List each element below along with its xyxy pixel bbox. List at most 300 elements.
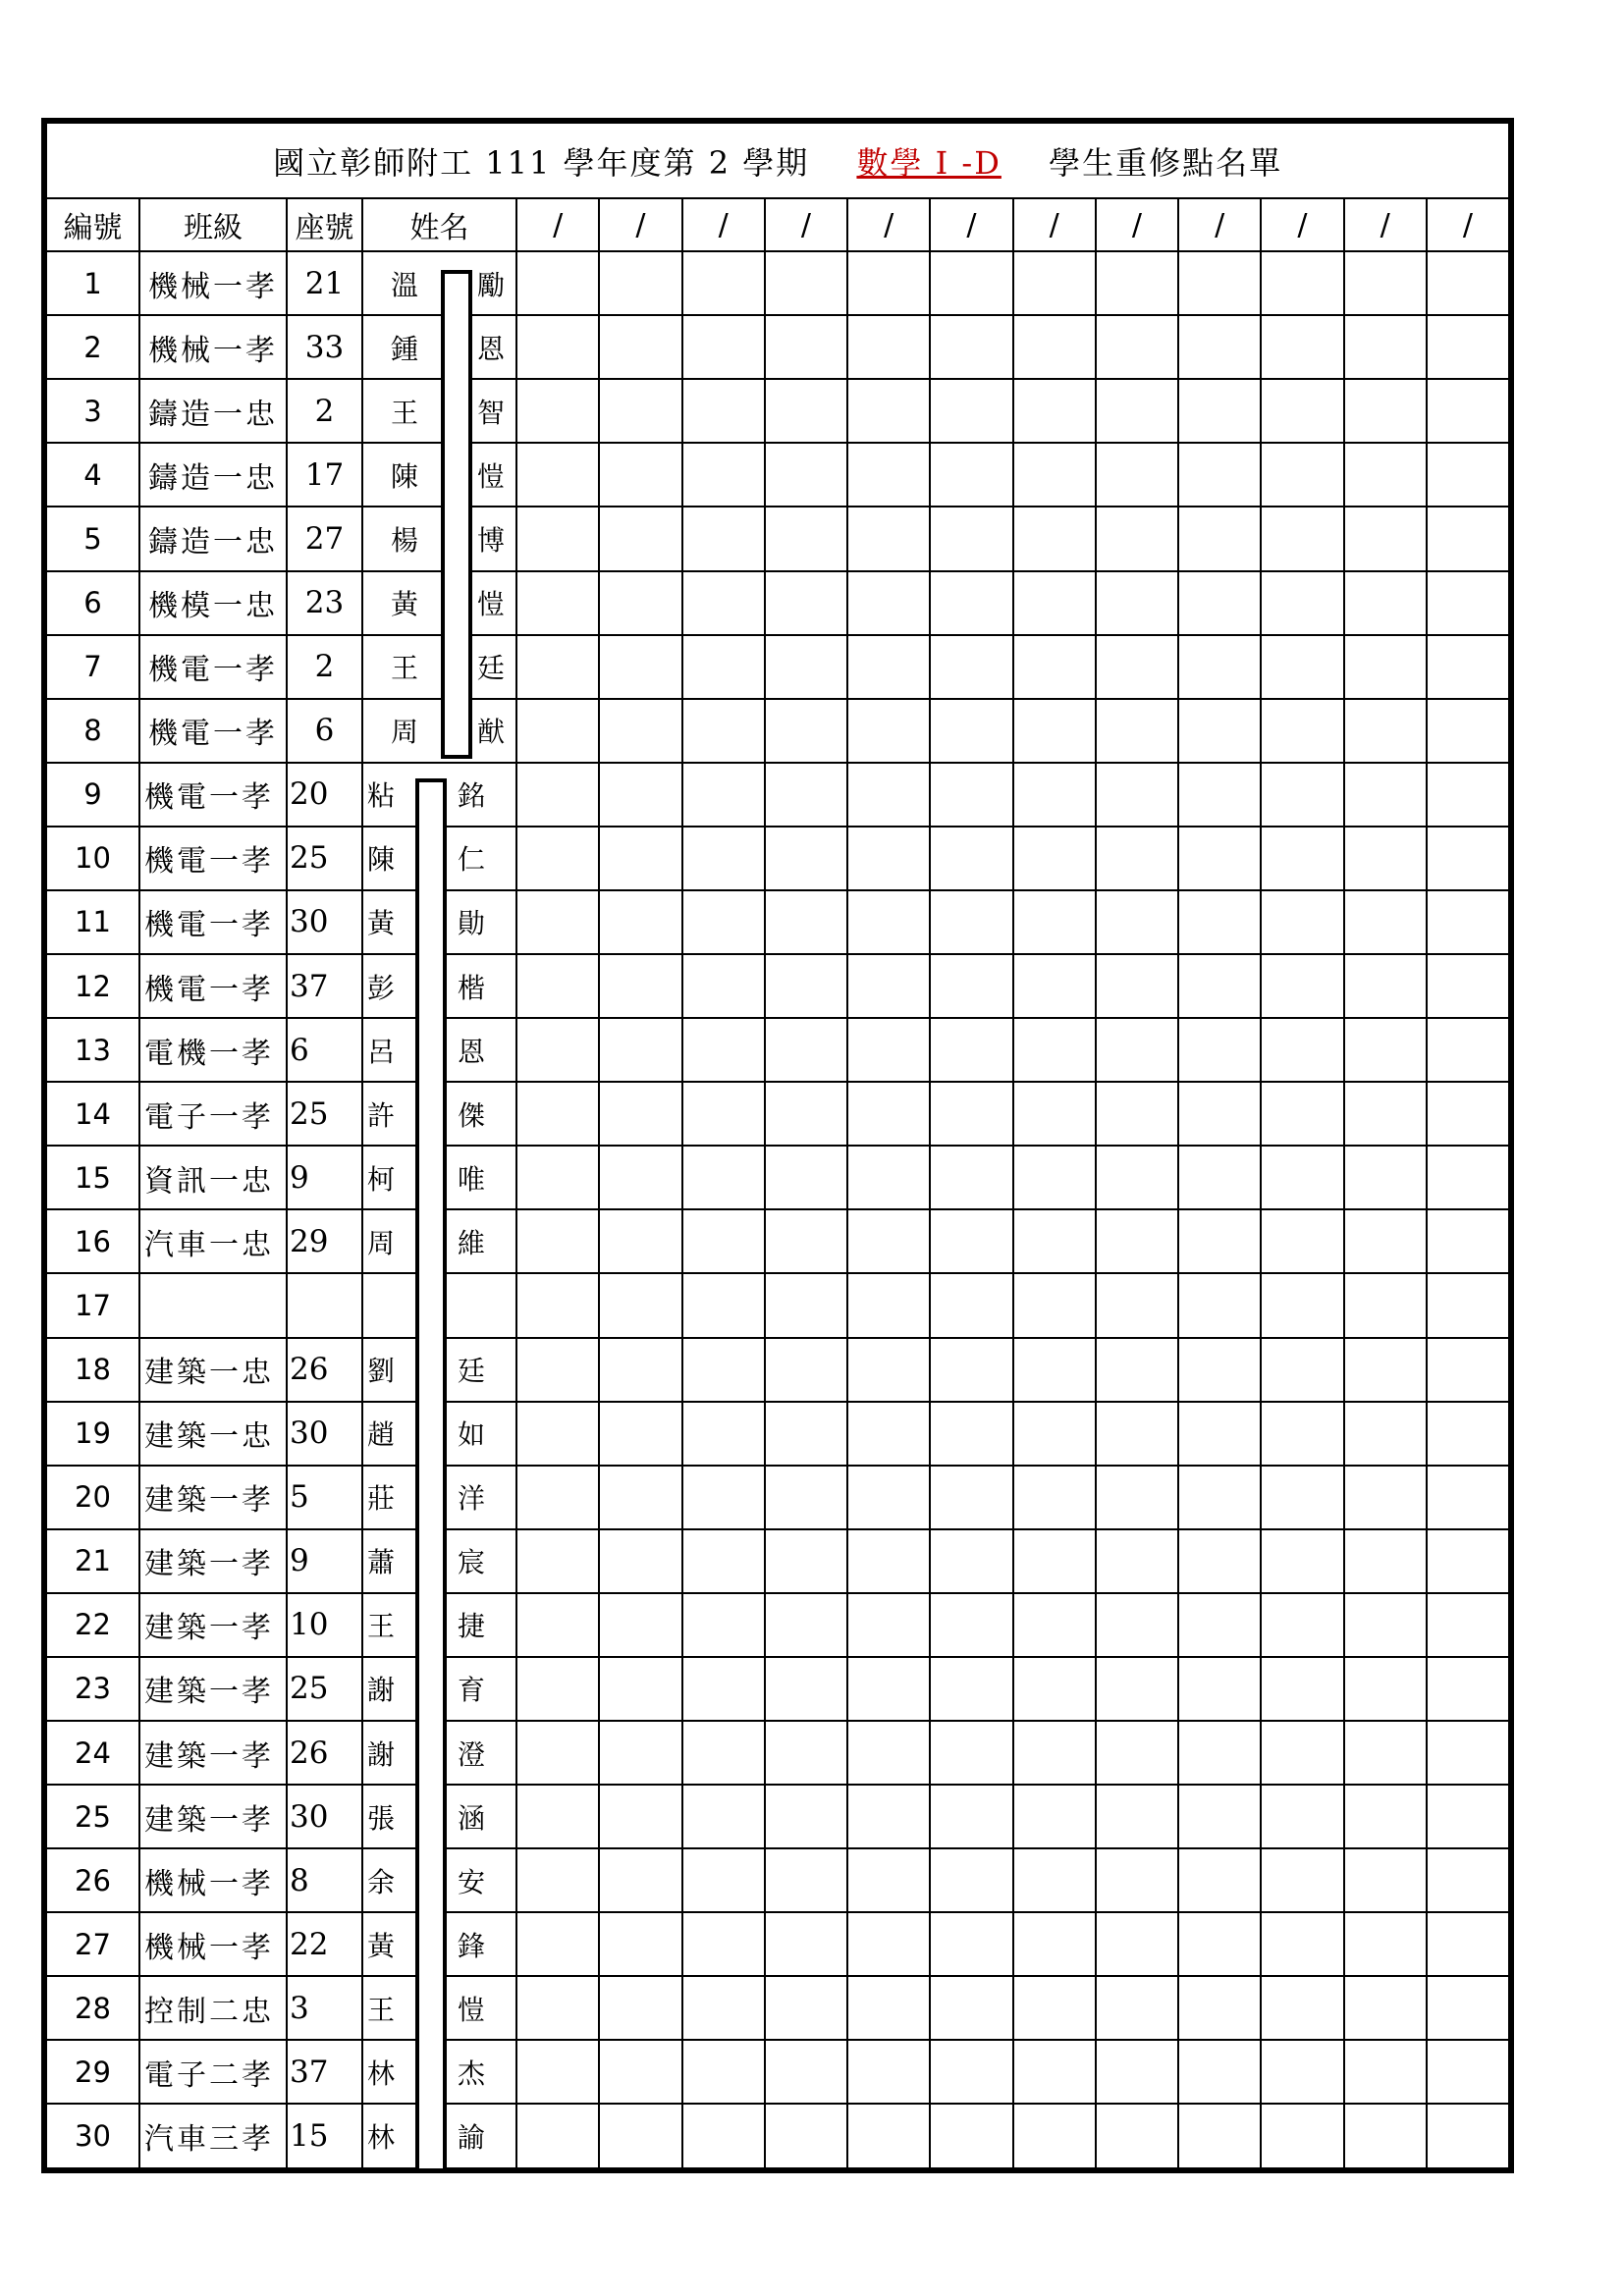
attendance-cell[interactable] xyxy=(1013,1273,1096,1337)
attendance-cell[interactable] xyxy=(1261,251,1343,315)
attendance-cell[interactable] xyxy=(1261,1657,1343,1721)
attendance-cell[interactable] xyxy=(599,763,681,827)
attendance-cell[interactable] xyxy=(1261,2104,1343,2168)
attendance-cell[interactable] xyxy=(765,2040,847,2104)
attendance-cell[interactable] xyxy=(682,507,765,570)
attendance-cell[interactable] xyxy=(1344,1529,1427,1593)
attendance-cell[interactable] xyxy=(1261,699,1343,763)
attendance-cell[interactable] xyxy=(1096,1785,1178,1848)
attendance-cell[interactable] xyxy=(1427,1912,1509,1976)
attendance-cell[interactable] xyxy=(847,1976,930,2040)
attendance-cell[interactable] xyxy=(1096,379,1178,443)
attendance-cell[interactable] xyxy=(1427,1273,1509,1337)
attendance-cell[interactable] xyxy=(1427,1529,1509,1593)
attendance-cell[interactable] xyxy=(930,1209,1012,1273)
attendance-cell[interactable] xyxy=(1427,890,1509,954)
attendance-cell[interactable] xyxy=(1261,890,1343,954)
attendance-cell[interactable] xyxy=(1427,1402,1509,1466)
attendance-cell[interactable] xyxy=(682,635,765,699)
attendance-cell[interactable] xyxy=(847,1338,930,1402)
attendance-cell[interactable] xyxy=(1013,635,1096,699)
attendance-cell[interactable] xyxy=(599,443,681,507)
attendance-cell[interactable] xyxy=(1178,954,1261,1018)
attendance-cell[interactable] xyxy=(847,379,930,443)
attendance-cell[interactable] xyxy=(1261,2040,1343,2104)
attendance-cell[interactable] xyxy=(847,635,930,699)
attendance-cell[interactable] xyxy=(599,827,681,890)
attendance-cell[interactable] xyxy=(599,1593,681,1657)
attendance-cell[interactable] xyxy=(1427,2104,1509,2168)
attendance-cell[interactable] xyxy=(1261,443,1343,507)
attendance-cell[interactable] xyxy=(930,890,1012,954)
attendance-cell[interactable] xyxy=(1427,699,1509,763)
attendance-cell[interactable] xyxy=(1096,1146,1178,1209)
attendance-cell[interactable] xyxy=(1178,1209,1261,1273)
attendance-cell[interactable] xyxy=(1427,507,1509,570)
attendance-cell[interactable] xyxy=(516,1082,599,1146)
attendance-cell[interactable] xyxy=(1013,507,1096,570)
attendance-cell[interactable] xyxy=(599,954,681,1018)
attendance-cell[interactable] xyxy=(847,699,930,763)
attendance-cell[interactable] xyxy=(1427,1721,1509,1785)
attendance-cell[interactable] xyxy=(1096,507,1178,570)
attendance-cell[interactable] xyxy=(682,1848,765,1912)
attendance-cell[interactable] xyxy=(765,379,847,443)
attendance-cell[interactable] xyxy=(1013,315,1096,379)
attendance-cell[interactable] xyxy=(1013,1721,1096,1785)
attendance-cell[interactable] xyxy=(765,1593,847,1657)
attendance-cell[interactable] xyxy=(847,2104,930,2168)
attendance-cell[interactable] xyxy=(682,763,765,827)
attendance-cell[interactable] xyxy=(599,635,681,699)
attendance-cell[interactable] xyxy=(1344,1402,1427,1466)
attendance-cell[interactable] xyxy=(1344,699,1427,763)
attendance-cell[interactable] xyxy=(516,1785,599,1848)
attendance-cell[interactable] xyxy=(1427,763,1509,827)
attendance-cell[interactable] xyxy=(516,1209,599,1273)
attendance-cell[interactable] xyxy=(1178,1146,1261,1209)
attendance-cell[interactable] xyxy=(765,507,847,570)
attendance-cell[interactable] xyxy=(765,1402,847,1466)
attendance-cell[interactable] xyxy=(1178,1273,1261,1337)
attendance-cell[interactable] xyxy=(1344,251,1427,315)
attendance-cell[interactable] xyxy=(682,699,765,763)
attendance-cell[interactable] xyxy=(682,1657,765,1721)
attendance-cell[interactable] xyxy=(765,1785,847,1848)
attendance-cell[interactable] xyxy=(1178,1018,1261,1082)
attendance-cell[interactable] xyxy=(516,443,599,507)
attendance-cell[interactable] xyxy=(1344,571,1427,635)
attendance-cell[interactable] xyxy=(599,315,681,379)
attendance-cell[interactable] xyxy=(1178,1721,1261,1785)
attendance-cell[interactable] xyxy=(599,1082,681,1146)
attendance-cell[interactable] xyxy=(765,1209,847,1273)
attendance-cell[interactable] xyxy=(1013,379,1096,443)
attendance-cell[interactable] xyxy=(1344,763,1427,827)
attendance-cell[interactable] xyxy=(1096,699,1178,763)
attendance-cell[interactable] xyxy=(1344,1146,1427,1209)
attendance-cell[interactable] xyxy=(1013,827,1096,890)
attendance-cell[interactable] xyxy=(1427,1848,1509,1912)
attendance-cell[interactable] xyxy=(682,443,765,507)
attendance-cell[interactable] xyxy=(682,379,765,443)
attendance-cell[interactable] xyxy=(682,1529,765,1593)
attendance-cell[interactable] xyxy=(1096,827,1178,890)
attendance-cell[interactable] xyxy=(1013,1146,1096,1209)
attendance-cell[interactable] xyxy=(1427,635,1509,699)
attendance-cell[interactable] xyxy=(1344,1273,1427,1337)
attendance-cell[interactable] xyxy=(1096,763,1178,827)
attendance-cell[interactable] xyxy=(1013,2040,1096,2104)
attendance-cell[interactable] xyxy=(516,2104,599,2168)
attendance-cell[interactable] xyxy=(930,1146,1012,1209)
attendance-cell[interactable] xyxy=(1096,1338,1178,1402)
attendance-cell[interactable] xyxy=(1344,1912,1427,1976)
attendance-cell[interactable] xyxy=(765,2104,847,2168)
attendance-cell[interactable] xyxy=(516,1529,599,1593)
attendance-cell[interactable] xyxy=(765,315,847,379)
attendance-cell[interactable] xyxy=(1344,954,1427,1018)
attendance-cell[interactable] xyxy=(516,1146,599,1209)
attendance-cell[interactable] xyxy=(930,1657,1012,1721)
attendance-cell[interactable] xyxy=(847,1593,930,1657)
attendance-cell[interactable] xyxy=(765,699,847,763)
attendance-cell[interactable] xyxy=(516,635,599,699)
attendance-cell[interactable] xyxy=(516,1721,599,1785)
attendance-cell[interactable] xyxy=(1427,571,1509,635)
attendance-cell[interactable] xyxy=(930,1848,1012,1912)
attendance-cell[interactable] xyxy=(1344,1209,1427,1273)
attendance-cell[interactable] xyxy=(1261,1338,1343,1402)
attendance-cell[interactable] xyxy=(1261,1976,1343,2040)
attendance-cell[interactable] xyxy=(1013,1976,1096,2040)
attendance-cell[interactable] xyxy=(1261,379,1343,443)
attendance-cell[interactable] xyxy=(1178,1529,1261,1593)
attendance-cell[interactable] xyxy=(930,2040,1012,2104)
attendance-cell[interactable] xyxy=(930,1529,1012,1593)
attendance-cell[interactable] xyxy=(599,2104,681,2168)
attendance-cell[interactable] xyxy=(847,1018,930,1082)
attendance-cell[interactable] xyxy=(599,699,681,763)
attendance-cell[interactable] xyxy=(1096,315,1178,379)
attendance-cell[interactable] xyxy=(1344,635,1427,699)
attendance-cell[interactable] xyxy=(599,507,681,570)
attendance-cell[interactable] xyxy=(516,1338,599,1402)
attendance-cell[interactable] xyxy=(1096,443,1178,507)
attendance-cell[interactable] xyxy=(682,571,765,635)
attendance-cell[interactable] xyxy=(682,251,765,315)
attendance-cell[interactable] xyxy=(847,443,930,507)
attendance-cell[interactable] xyxy=(1427,315,1509,379)
attendance-cell[interactable] xyxy=(1427,1209,1509,1273)
attendance-cell[interactable] xyxy=(1427,443,1509,507)
attendance-cell[interactable] xyxy=(1013,571,1096,635)
attendance-cell[interactable] xyxy=(1096,1402,1178,1466)
attendance-cell[interactable] xyxy=(1261,827,1343,890)
attendance-cell[interactable] xyxy=(1013,1466,1096,1529)
attendance-cell[interactable] xyxy=(682,1976,765,2040)
attendance-cell[interactable] xyxy=(599,1018,681,1082)
attendance-cell[interactable] xyxy=(599,1338,681,1402)
attendance-cell[interactable] xyxy=(847,1273,930,1337)
attendance-cell[interactable] xyxy=(1344,1848,1427,1912)
attendance-cell[interactable] xyxy=(516,1466,599,1529)
attendance-cell[interactable] xyxy=(930,315,1012,379)
attendance-cell[interactable] xyxy=(1178,1466,1261,1529)
attendance-cell[interactable] xyxy=(599,2040,681,2104)
attendance-cell[interactable] xyxy=(1427,954,1509,1018)
attendance-cell[interactable] xyxy=(599,1529,681,1593)
attendance-cell[interactable] xyxy=(1178,251,1261,315)
attendance-cell[interactable] xyxy=(765,1146,847,1209)
attendance-cell[interactable] xyxy=(682,890,765,954)
attendance-cell[interactable] xyxy=(1427,379,1509,443)
attendance-cell[interactable] xyxy=(1344,2040,1427,2104)
attendance-cell[interactable] xyxy=(847,954,930,1018)
attendance-cell[interactable] xyxy=(682,1466,765,1529)
attendance-cell[interactable] xyxy=(1178,1785,1261,1848)
attendance-cell[interactable] xyxy=(1013,1785,1096,1848)
attendance-cell[interactable] xyxy=(1261,1593,1343,1657)
attendance-cell[interactable] xyxy=(682,1338,765,1402)
attendance-cell[interactable] xyxy=(1344,1976,1427,2040)
attendance-cell[interactable] xyxy=(1013,1593,1096,1657)
attendance-cell[interactable] xyxy=(1261,507,1343,570)
attendance-cell[interactable] xyxy=(682,1721,765,1785)
attendance-cell[interactable] xyxy=(1096,1976,1178,2040)
attendance-cell[interactable] xyxy=(682,1912,765,1976)
attendance-cell[interactable] xyxy=(930,1082,1012,1146)
attendance-cell[interactable] xyxy=(516,315,599,379)
attendance-cell[interactable] xyxy=(930,1338,1012,1402)
attendance-cell[interactable] xyxy=(1178,2104,1261,2168)
attendance-cell[interactable] xyxy=(1013,954,1096,1018)
attendance-cell[interactable] xyxy=(1178,635,1261,699)
attendance-cell[interactable] xyxy=(1096,1657,1178,1721)
attendance-cell[interactable] xyxy=(599,571,681,635)
attendance-cell[interactable] xyxy=(1096,251,1178,315)
attendance-cell[interactable] xyxy=(1013,2104,1096,2168)
attendance-cell[interactable] xyxy=(1178,315,1261,379)
attendance-cell[interactable] xyxy=(765,1529,847,1593)
attendance-cell[interactable] xyxy=(516,1848,599,1912)
attendance-cell[interactable] xyxy=(1261,1273,1343,1337)
attendance-cell[interactable] xyxy=(1013,1018,1096,1082)
attendance-cell[interactable] xyxy=(930,507,1012,570)
attendance-cell[interactable] xyxy=(599,1402,681,1466)
attendance-cell[interactable] xyxy=(765,251,847,315)
attendance-cell[interactable] xyxy=(1096,1018,1178,1082)
attendance-cell[interactable] xyxy=(1261,1721,1343,1785)
attendance-cell[interactable] xyxy=(930,1976,1012,2040)
attendance-cell[interactable] xyxy=(1096,1209,1178,1273)
attendance-cell[interactable] xyxy=(1427,827,1509,890)
attendance-cell[interactable] xyxy=(847,315,930,379)
attendance-cell[interactable] xyxy=(1096,1082,1178,1146)
attendance-cell[interactable] xyxy=(1013,1402,1096,1466)
attendance-cell[interactable] xyxy=(765,1338,847,1402)
attendance-cell[interactable] xyxy=(765,571,847,635)
attendance-cell[interactable] xyxy=(516,763,599,827)
attendance-cell[interactable] xyxy=(847,1146,930,1209)
attendance-cell[interactable] xyxy=(599,1209,681,1273)
attendance-cell[interactable] xyxy=(1096,2040,1178,2104)
attendance-cell[interactable] xyxy=(1427,1146,1509,1209)
attendance-cell[interactable] xyxy=(930,571,1012,635)
attendance-cell[interactable] xyxy=(1096,1529,1178,1593)
attendance-cell[interactable] xyxy=(1178,1976,1261,2040)
attendance-cell[interactable] xyxy=(599,1721,681,1785)
attendance-cell[interactable] xyxy=(1261,1018,1343,1082)
attendance-cell[interactable] xyxy=(765,1082,847,1146)
attendance-cell[interactable] xyxy=(1178,1912,1261,1976)
attendance-cell[interactable] xyxy=(599,379,681,443)
attendance-cell[interactable] xyxy=(1178,571,1261,635)
attendance-cell[interactable] xyxy=(1096,2104,1178,2168)
attendance-cell[interactable] xyxy=(765,763,847,827)
attendance-cell[interactable] xyxy=(765,1657,847,1721)
attendance-cell[interactable] xyxy=(1427,1657,1509,1721)
attendance-cell[interactable] xyxy=(1096,571,1178,635)
attendance-cell[interactable] xyxy=(930,635,1012,699)
attendance-cell[interactable] xyxy=(847,827,930,890)
attendance-cell[interactable] xyxy=(516,1976,599,2040)
attendance-cell[interactable] xyxy=(1096,954,1178,1018)
attendance-cell[interactable] xyxy=(1013,699,1096,763)
attendance-cell[interactable] xyxy=(930,1466,1012,1529)
attendance-cell[interactable] xyxy=(1013,1848,1096,1912)
attendance-cell[interactable] xyxy=(930,827,1012,890)
attendance-cell[interactable] xyxy=(1178,1593,1261,1657)
attendance-cell[interactable] xyxy=(1261,1082,1343,1146)
attendance-cell[interactable] xyxy=(1427,1338,1509,1402)
attendance-cell[interactable] xyxy=(847,571,930,635)
attendance-cell[interactable] xyxy=(930,1018,1012,1082)
attendance-cell[interactable] xyxy=(847,763,930,827)
attendance-cell[interactable] xyxy=(599,1976,681,2040)
attendance-cell[interactable] xyxy=(1013,1338,1096,1402)
attendance-cell[interactable] xyxy=(1178,1402,1261,1466)
attendance-cell[interactable] xyxy=(1178,1657,1261,1721)
attendance-cell[interactable] xyxy=(1344,827,1427,890)
attendance-cell[interactable] xyxy=(599,251,681,315)
attendance-cell[interactable] xyxy=(516,699,599,763)
attendance-cell[interactable] xyxy=(1261,1466,1343,1529)
attendance-cell[interactable] xyxy=(1261,1209,1343,1273)
attendance-cell[interactable] xyxy=(765,827,847,890)
attendance-cell[interactable] xyxy=(930,1912,1012,1976)
attendance-cell[interactable] xyxy=(847,251,930,315)
attendance-cell[interactable] xyxy=(847,2040,930,2104)
attendance-cell[interactable] xyxy=(682,954,765,1018)
attendance-cell[interactable] xyxy=(682,1785,765,1848)
attendance-cell[interactable] xyxy=(1261,635,1343,699)
attendance-cell[interactable] xyxy=(1344,443,1427,507)
attendance-cell[interactable] xyxy=(1427,251,1509,315)
attendance-cell[interactable] xyxy=(1344,315,1427,379)
attendance-cell[interactable] xyxy=(1178,1338,1261,1402)
attendance-cell[interactable] xyxy=(1096,1466,1178,1529)
attendance-cell[interactable] xyxy=(1344,1593,1427,1657)
attendance-cell[interactable] xyxy=(516,890,599,954)
attendance-cell[interactable] xyxy=(1013,1912,1096,1976)
attendance-cell[interactable] xyxy=(599,1657,681,1721)
attendance-cell[interactable] xyxy=(1013,1209,1096,1273)
attendance-cell[interactable] xyxy=(847,1209,930,1273)
attendance-cell[interactable] xyxy=(765,890,847,954)
attendance-cell[interactable] xyxy=(847,1848,930,1912)
attendance-cell[interactable] xyxy=(516,1018,599,1082)
attendance-cell[interactable] xyxy=(682,1402,765,1466)
attendance-cell[interactable] xyxy=(1344,2104,1427,2168)
attendance-cell[interactable] xyxy=(1096,1273,1178,1337)
attendance-cell[interactable] xyxy=(847,1402,930,1466)
attendance-cell[interactable] xyxy=(765,443,847,507)
attendance-cell[interactable] xyxy=(1178,1848,1261,1912)
attendance-cell[interactable] xyxy=(516,1657,599,1721)
attendance-cell[interactable] xyxy=(1013,1657,1096,1721)
attendance-cell[interactable] xyxy=(516,379,599,443)
attendance-cell[interactable] xyxy=(930,251,1012,315)
attendance-cell[interactable] xyxy=(1261,1146,1343,1209)
attendance-cell[interactable] xyxy=(682,1146,765,1209)
attendance-cell[interactable] xyxy=(847,1785,930,1848)
attendance-cell[interactable] xyxy=(1096,1721,1178,1785)
attendance-cell[interactable] xyxy=(599,1273,681,1337)
attendance-cell[interactable] xyxy=(1013,251,1096,315)
attendance-cell[interactable] xyxy=(765,1912,847,1976)
attendance-cell[interactable] xyxy=(1344,1785,1427,1848)
attendance-cell[interactable] xyxy=(516,2040,599,2104)
attendance-cell[interactable] xyxy=(847,1721,930,1785)
attendance-cell[interactable] xyxy=(1261,1402,1343,1466)
attendance-cell[interactable] xyxy=(1178,443,1261,507)
attendance-cell[interactable] xyxy=(930,1593,1012,1657)
attendance-cell[interactable] xyxy=(930,1785,1012,1848)
attendance-cell[interactable] xyxy=(1344,1466,1427,1529)
attendance-cell[interactable] xyxy=(682,315,765,379)
attendance-cell[interactable] xyxy=(1261,1785,1343,1848)
attendance-cell[interactable] xyxy=(682,1018,765,1082)
attendance-cell[interactable] xyxy=(847,1912,930,1976)
attendance-cell[interactable] xyxy=(599,1466,681,1529)
attendance-cell[interactable] xyxy=(682,2040,765,2104)
attendance-cell[interactable] xyxy=(516,1273,599,1337)
attendance-cell[interactable] xyxy=(1096,1912,1178,1976)
attendance-cell[interactable] xyxy=(1344,890,1427,954)
attendance-cell[interactable] xyxy=(847,890,930,954)
attendance-cell[interactable] xyxy=(1178,890,1261,954)
attendance-cell[interactable] xyxy=(682,1082,765,1146)
attendance-cell[interactable] xyxy=(847,1529,930,1593)
attendance-cell[interactable] xyxy=(930,1721,1012,1785)
attendance-cell[interactable] xyxy=(599,1912,681,1976)
attendance-cell[interactable] xyxy=(1013,1082,1096,1146)
attendance-cell[interactable] xyxy=(1344,1657,1427,1721)
attendance-cell[interactable] xyxy=(765,954,847,1018)
attendance-cell[interactable] xyxy=(1344,379,1427,443)
attendance-cell[interactable] xyxy=(1344,1338,1427,1402)
attendance-cell[interactable] xyxy=(682,1273,765,1337)
attendance-cell[interactable] xyxy=(1178,699,1261,763)
attendance-cell[interactable] xyxy=(516,1593,599,1657)
attendance-cell[interactable] xyxy=(1178,2040,1261,2104)
attendance-cell[interactable] xyxy=(765,1466,847,1529)
attendance-cell[interactable] xyxy=(930,443,1012,507)
attendance-cell[interactable] xyxy=(930,1273,1012,1337)
attendance-cell[interactable] xyxy=(1261,1848,1343,1912)
attendance-cell[interactable] xyxy=(599,890,681,954)
